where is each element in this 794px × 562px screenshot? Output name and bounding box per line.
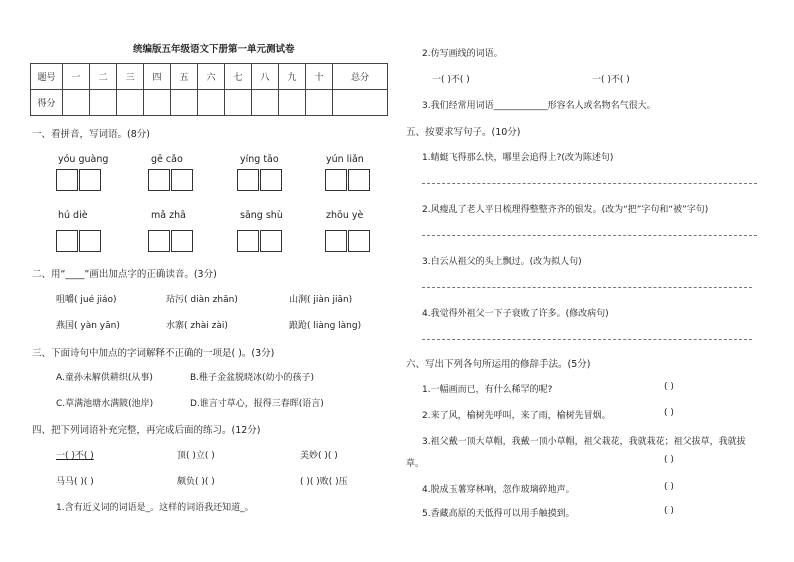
score-input-cell[interactable] [252, 90, 279, 116]
writing-box[interactable] [148, 169, 170, 191]
question-text: 3.我们经常用词语____________形容名人或名物名气很大。 [422, 101, 656, 111]
table-cell: 一 [63, 64, 90, 90]
answer-bracket[interactable]: ( ) [664, 408, 674, 418]
score-table-header-row [31, 64, 388, 90]
pinyin-label: yóu guàng [58, 154, 109, 165]
option-b[interactable]: B.稚子金盆脱晓冰(幼小的孩子) [190, 373, 315, 383]
section-4-heading: 四、把下列词语补充完整，再完成后面的练习。(12分) [32, 425, 261, 436]
answer-bracket[interactable]: ( ) [664, 506, 674, 516]
score-input-cell[interactable] [171, 90, 198, 116]
score-input-cell[interactable] [144, 90, 171, 116]
answer-line[interactable] [422, 339, 752, 340]
writing-box[interactable] [325, 169, 347, 191]
reading-item[interactable]: 燕国( yàn yān) [56, 321, 120, 331]
question-text: 2.仿写画线的词语。 [422, 49, 503, 59]
pinyin-label: gē cǎo [151, 154, 183, 165]
option-a[interactable]: A.童孙未解供耕织(从事) [56, 373, 153, 383]
writing-box[interactable] [325, 230, 347, 252]
writing-box[interactable] [237, 169, 259, 191]
section-3-heading: 三、下面诗句中加点的字词解释不正确的一项是( )。(3分) [32, 348, 275, 359]
page-title: 统编版五年级语文下册第一单元测试卷 [133, 44, 295, 55]
answer-bracket[interactable]: ( ) [664, 455, 674, 465]
score-table-score-row [31, 90, 388, 116]
writing-box[interactable] [56, 230, 78, 252]
table-cell: 题号 [31, 64, 63, 90]
pinyin-label: hú diè [58, 210, 88, 221]
question-text: 5.香藏高原的天低得可以用手触摸到。 [422, 509, 575, 519]
pinyin-label: yún liǎn [326, 154, 364, 165]
reading-item[interactable]: 咀嚼( jué jiáo) [56, 295, 117, 305]
idiom-blank[interactable]: 一( )不( ) [592, 75, 630, 85]
question-text: 1.含有近义词的词语是_。这样的词语我还知道_。 [56, 503, 254, 513]
writing-box[interactable] [56, 169, 78, 191]
writing-box[interactable] [348, 230, 370, 252]
score-input-cell[interactable] [90, 90, 117, 116]
pinyin-label: zhōu yè [326, 210, 364, 221]
question-text: 3.祖父戴一顶大草帽，我戴一顶小草帽，祖父栽花，我就栽花；祖父拔草，我就拔 [422, 437, 746, 447]
section-6-heading: 六、写出下列各句所运用的修辞手法。(5分) [406, 359, 591, 370]
table-cell: 八 [252, 64, 279, 90]
pinyin-label: yíng tāo [240, 154, 279, 165]
pinyin-label: mǎ zhā [151, 210, 186, 221]
writing-box[interactable] [171, 169, 193, 191]
writing-box[interactable] [348, 169, 370, 191]
section-2-heading: 二、用“____”画出加点字的正确读音。(3分) [32, 269, 217, 280]
table-cell: 五 [171, 64, 198, 90]
option-d[interactable]: D.谁言寸草心，报得三春晖(语言) [190, 399, 324, 409]
option-c[interactable]: C.草满池塘水满陂(池岸) [56, 399, 154, 409]
writing-box[interactable] [79, 169, 101, 191]
question-text: 2.来了风，榆树先呼叫，来了雨，榆树先冒烟。 [422, 411, 611, 421]
table-cell: 六 [198, 64, 225, 90]
score-input-cell[interactable] [198, 90, 225, 116]
reading-item[interactable]: 玷污( diàn zhān) [166, 295, 238, 305]
question-text: 1.一幅画而已，有什么稀罕的呢? [422, 385, 553, 395]
score-table [30, 63, 388, 116]
idiom-blank[interactable]: 顶( )立( ) [177, 451, 215, 461]
writing-box[interactable] [237, 230, 259, 252]
writing-box[interactable] [148, 230, 170, 252]
score-input-cell[interactable] [333, 90, 388, 116]
score-input-cell[interactable] [225, 90, 252, 116]
table-cell: 二 [90, 64, 117, 90]
pinyin-label: sāng shù [240, 210, 283, 221]
answer-line[interactable] [422, 183, 757, 184]
question-text: 4.脱成玉薯穿林响，忽作玻璃碎地声。 [422, 485, 575, 495]
reading-item[interactable]: 踉跄( liàng làng) [289, 321, 362, 331]
table-cell: 总分 [333, 64, 388, 90]
writing-box[interactable] [79, 230, 101, 252]
table-cell: 九 [279, 64, 306, 90]
answer-line[interactable] [422, 235, 757, 236]
table-cell: 四 [144, 64, 171, 90]
question-text: 3.白云从祖父的头上飘过。(改为拟人句) [422, 257, 582, 267]
idiom-blank[interactable]: 美妙( )( ) [300, 451, 338, 461]
idiom-blank[interactable]: ( )( )败( )压 [300, 477, 348, 487]
score-input-cell[interactable] [306, 90, 333, 116]
table-cell: 得分 [31, 90, 63, 116]
reading-item[interactable]: 山涧( jiàn jiān) [289, 295, 353, 305]
writing-box[interactable] [260, 230, 282, 252]
idiom-blank[interactable]: 颇负( )( ) [177, 477, 215, 487]
table-cell: 七 [225, 64, 252, 90]
score-input-cell[interactable] [63, 90, 90, 116]
score-input-cell[interactable] [117, 90, 144, 116]
idiom-blank[interactable]: 马马( )( ) [56, 477, 94, 487]
answer-line[interactable] [422, 287, 752, 288]
section-1-heading: 一、看拼音，写词语。(8分) [32, 129, 150, 140]
question-text: 2.风瘦乱了老人平日梳理得整整齐齐的银发。(改为“把”字句和“被”字句) [422, 205, 709, 215]
reading-item[interactable]: 水寨( zhài zài) [166, 321, 228, 331]
question-text: 草。 [406, 459, 425, 469]
writing-box[interactable] [171, 230, 193, 252]
table-cell: 三 [117, 64, 144, 90]
idiom-blank[interactable]: 一( )不( ) [432, 75, 470, 85]
section-5-heading: 五、按要求写句子。(10分) [406, 127, 521, 138]
score-input-cell[interactable] [279, 90, 306, 116]
question-text: 1.蜻蜓飞得那么快，哪里会追得上?(改为陈述句) [422, 153, 614, 163]
table-cell: 十 [306, 64, 333, 90]
idiom-blank[interactable]: 一( )不( ) [56, 451, 94, 461]
writing-box[interactable] [260, 169, 282, 191]
question-text: 4.我觉得外祖父一下子衰败了许多。(修改病句) [422, 309, 609, 319]
answer-bracket[interactable]: ( ) [664, 382, 674, 392]
answer-bracket[interactable]: ( ) [664, 482, 674, 492]
